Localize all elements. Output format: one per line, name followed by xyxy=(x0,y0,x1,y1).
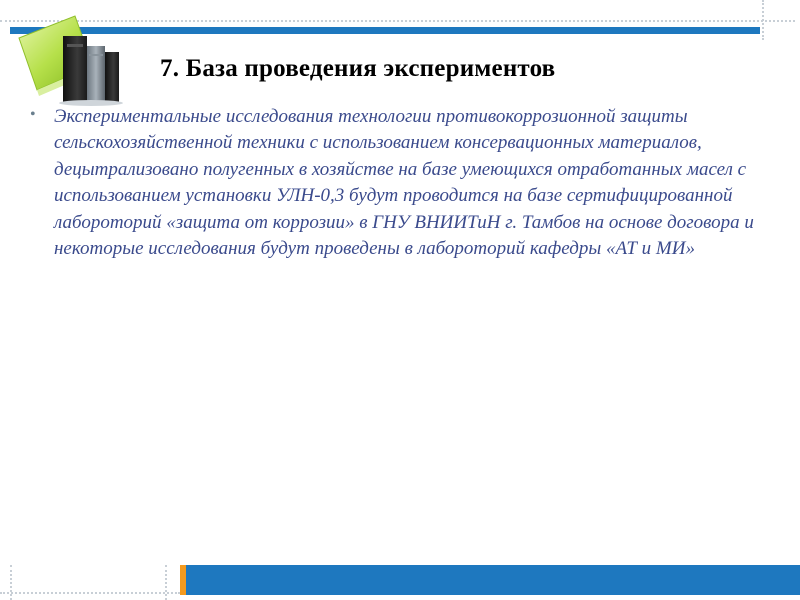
books-icon xyxy=(15,8,125,108)
bullet-icon: • xyxy=(30,106,36,123)
body-text: Экспериментальные исследования технологии противокоррозионной защиты сельскохозяйственной техники с использованием консервационных материалов, децытрализовано полугенных в хозяйстве на базе умеющихся отработанных масел с использованием установки УЛН-0,3 будут проводится на базе сертифицированной лабороторий «защита от коррозии» в ГНУ ВНИИТиН г. Тамбов на основе договора и некоторые исследования будут проведены в лабороторий кафедры «АТ и МИ» xyxy=(54,106,754,260)
bottom-dotted-vertical-line xyxy=(165,565,167,600)
bottom-dotted-vertical-line xyxy=(10,565,12,600)
list-item xyxy=(30,104,770,262)
top-dotted-vertical-line xyxy=(762,0,764,40)
bottom-accent-bar xyxy=(186,565,800,595)
slide-title: 7. База проведения экспериментов xyxy=(160,55,556,82)
bottom-dotted-line xyxy=(0,592,180,594)
bullet-list xyxy=(30,104,770,262)
